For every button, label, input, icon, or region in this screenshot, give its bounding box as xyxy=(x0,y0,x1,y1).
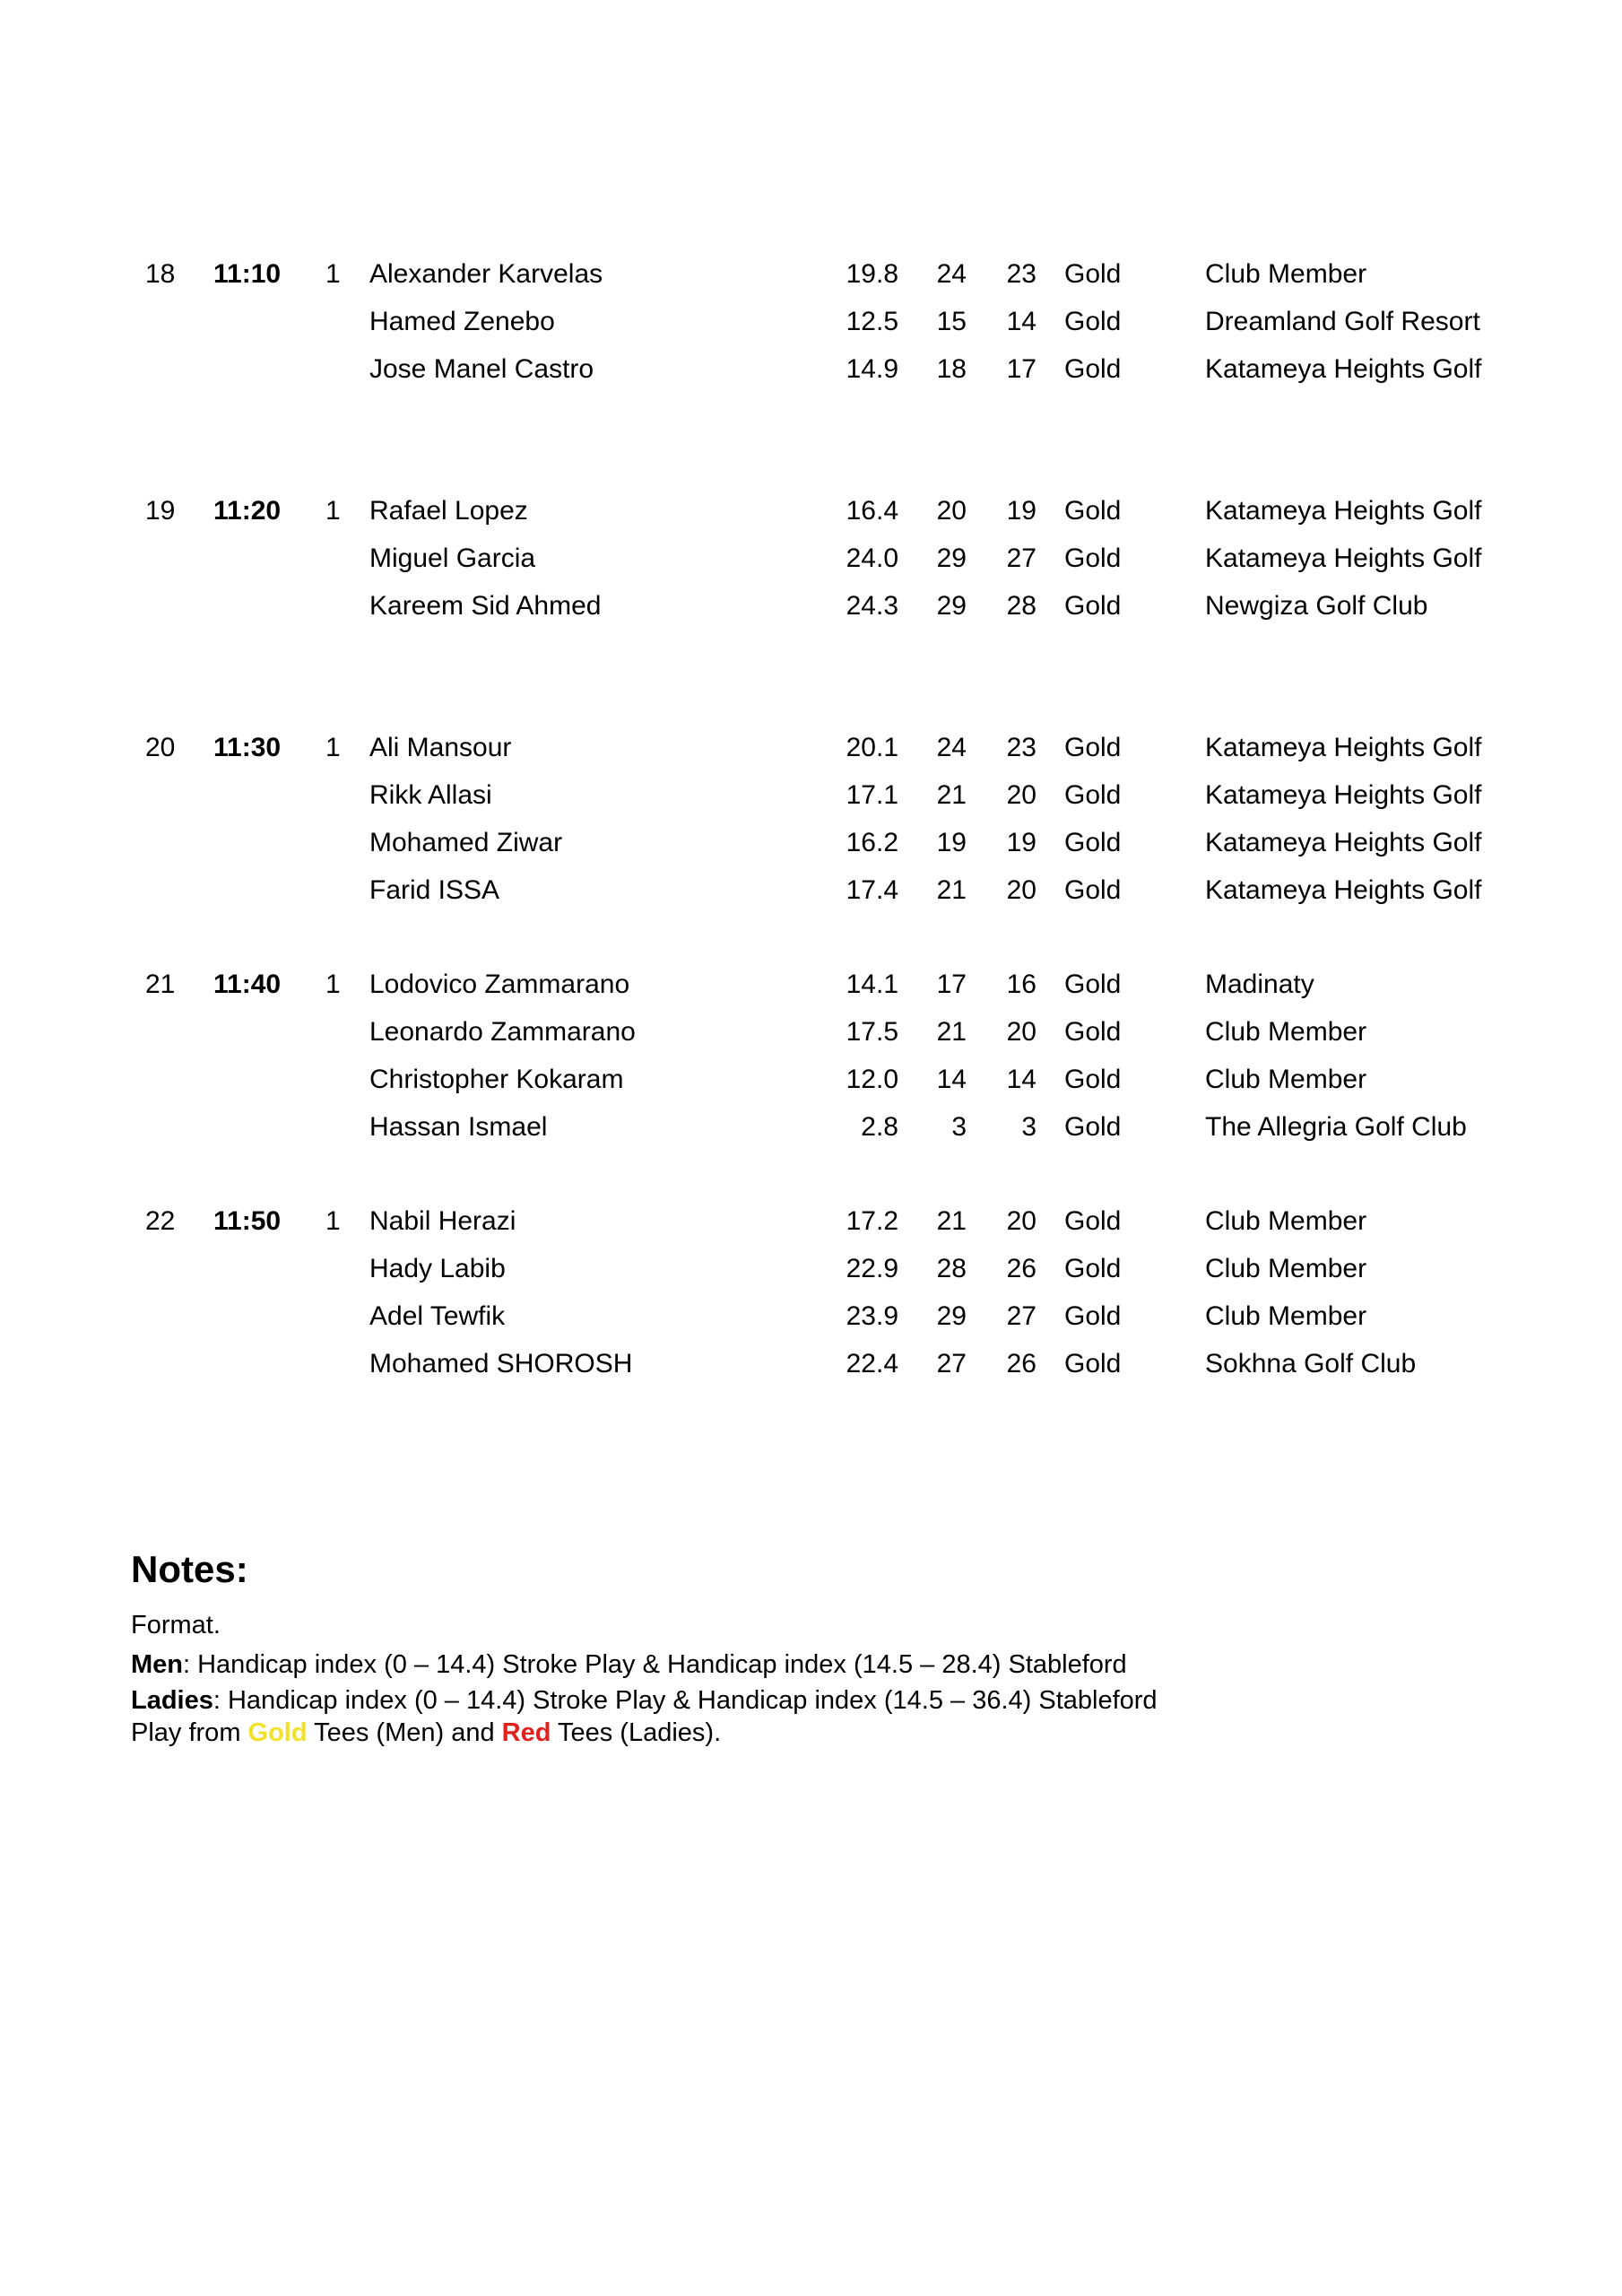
home-club: Sokhna Golf Club xyxy=(1205,1349,1417,1378)
handicap-index: 17.5 xyxy=(846,1017,898,1047)
course-handicap: 29 xyxy=(936,544,967,573)
course-handicap: 24 xyxy=(936,259,967,289)
playing-handicap: 20 xyxy=(1006,780,1037,810)
handicap-index: 14.1 xyxy=(846,970,898,999)
home-club: Club Member xyxy=(1205,259,1367,289)
player-row xyxy=(0,535,1622,582)
course-handicap: 27 xyxy=(936,1349,967,1378)
course-handicap: 15 xyxy=(936,307,967,336)
tee-group-22 xyxy=(0,1197,1622,1387)
playing-handicap: 23 xyxy=(1006,733,1037,762)
player-row xyxy=(0,1008,1622,1056)
course-handicap: 21 xyxy=(936,780,967,810)
player-row xyxy=(0,1340,1622,1387)
playing-handicap: 3 xyxy=(1021,1112,1037,1142)
handicap-index: 16.2 xyxy=(846,828,898,857)
player-name: Christopher Kokaram xyxy=(369,1065,624,1094)
group-number: 19 xyxy=(145,496,176,526)
course-handicap: 3 xyxy=(951,1112,967,1142)
tee-colour: Gold xyxy=(1064,496,1122,526)
playing-handicap: 14 xyxy=(1006,1065,1037,1094)
home-club: Katameya Heights Golf xyxy=(1205,496,1482,526)
tee-time: 11:50 xyxy=(213,1206,282,1236)
starting-tee: 1 xyxy=(325,970,341,999)
ladies-format-line xyxy=(131,1684,1476,1717)
player-row xyxy=(0,298,1622,345)
tee-colour: Gold xyxy=(1064,1254,1122,1283)
tee-group-19 xyxy=(0,487,1622,630)
player-row xyxy=(0,771,1622,819)
player-name: Adel Tewfik xyxy=(369,1301,506,1331)
tee-group-20 xyxy=(0,724,1622,914)
notes-heading: Notes: xyxy=(131,1548,248,1590)
home-club: Katameya Heights Golf xyxy=(1205,354,1482,384)
ladies-label: Ladies xyxy=(131,1686,213,1715)
player-row xyxy=(0,250,1622,298)
player-name: Hady Labib xyxy=(369,1254,506,1283)
player-name: Mohamed SHOROSH xyxy=(369,1349,633,1378)
tee-group-18 xyxy=(0,250,1622,393)
handicap-index: 23.9 xyxy=(846,1301,898,1331)
playing-handicap: 27 xyxy=(1006,1301,1037,1331)
tee-colour: Gold xyxy=(1064,1017,1122,1047)
handicap-index: 24.0 xyxy=(846,544,898,573)
player-row xyxy=(0,1245,1622,1292)
player-row xyxy=(0,345,1622,393)
player-name: Hassan Ismael xyxy=(369,1112,548,1142)
format-line: Format. xyxy=(131,1611,221,1639)
home-club: Club Member xyxy=(1205,1065,1367,1094)
player-name: Leonardo Zammarano xyxy=(369,1017,636,1047)
handicap-index: 17.1 xyxy=(846,780,898,810)
course-handicap: 17 xyxy=(936,970,967,999)
player-name: Lodovico Zammarano xyxy=(369,970,630,999)
course-handicap: 19 xyxy=(936,828,967,857)
player-name: Jose Manel Castro xyxy=(369,354,594,384)
course-handicap: 18 xyxy=(936,354,967,384)
player-row xyxy=(0,1103,1622,1151)
gold-tees-word: Gold xyxy=(247,1718,308,1747)
tee-colour: Gold xyxy=(1064,307,1122,336)
handicap-index: 16.4 xyxy=(846,496,898,526)
player-name: Farid ISSA xyxy=(369,875,500,905)
player-name: Mohamed Ziwar xyxy=(369,828,563,857)
playing-handicap: 28 xyxy=(1006,591,1037,621)
starting-tee: 1 xyxy=(325,733,341,762)
playing-handicap: 20 xyxy=(1006,875,1037,905)
tee-colour: Gold xyxy=(1064,259,1122,289)
playing-handicap: 19 xyxy=(1006,828,1037,857)
tees-line xyxy=(131,1717,1476,1749)
tee-colour: Gold xyxy=(1064,1349,1122,1378)
tee-time: 11:40 xyxy=(213,970,282,999)
tee-colour: Gold xyxy=(1064,1112,1122,1142)
tee-colour: Gold xyxy=(1064,733,1122,762)
player-name: Nabil Herazi xyxy=(369,1206,516,1236)
playing-handicap: 26 xyxy=(1006,1349,1037,1378)
player-row xyxy=(0,1056,1622,1103)
player-name: Hamed Zenebo xyxy=(369,307,555,336)
handicap-index: 22.4 xyxy=(846,1349,898,1378)
group-number: 18 xyxy=(145,259,176,289)
player-row xyxy=(0,961,1622,1008)
red-tees-word: Red xyxy=(501,1718,551,1747)
playing-handicap: 27 xyxy=(1006,544,1037,573)
course-handicap: 24 xyxy=(936,733,967,762)
player-name: Rafael Lopez xyxy=(369,496,528,526)
player-row xyxy=(0,1197,1622,1245)
tee-colour: Gold xyxy=(1064,1301,1122,1331)
tee-colour: Gold xyxy=(1064,780,1122,810)
home-club: Katameya Heights Golf xyxy=(1205,780,1482,810)
home-club: Club Member xyxy=(1205,1017,1367,1047)
home-club: Katameya Heights Golf xyxy=(1205,875,1482,905)
home-club: Club Member xyxy=(1205,1254,1367,1283)
handicap-index: 20.1 xyxy=(846,733,898,762)
player-name: Kareem Sid Ahmed xyxy=(369,591,602,621)
course-handicap: 20 xyxy=(936,496,967,526)
tee-colour: Gold xyxy=(1064,591,1122,621)
playing-handicap: 23 xyxy=(1006,259,1037,289)
player-row xyxy=(0,866,1622,914)
tee-colour: Gold xyxy=(1064,544,1122,573)
playing-handicap: 16 xyxy=(1006,970,1037,999)
handicap-index: 14.9 xyxy=(846,354,898,384)
player-name: Alexander Karvelas xyxy=(369,259,603,289)
course-handicap: 21 xyxy=(936,875,967,905)
tees-prefix: Play from xyxy=(131,1718,248,1747)
course-handicap: 29 xyxy=(936,591,967,621)
course-handicap: 14 xyxy=(936,1065,967,1094)
playing-handicap: 26 xyxy=(1006,1254,1037,1283)
starting-tee: 1 xyxy=(325,1206,341,1236)
handicap-index: 17.2 xyxy=(846,1206,898,1236)
player-row xyxy=(0,724,1622,771)
course-handicap: 29 xyxy=(936,1301,967,1331)
home-club: Dreamland Golf Resort xyxy=(1205,307,1480,336)
tee-time: 11:30 xyxy=(213,733,282,762)
starting-tee: 1 xyxy=(325,496,341,526)
handicap-index: 17.4 xyxy=(846,875,898,905)
player-name: Miguel Garcia xyxy=(369,544,536,573)
handicap-index: 19.8 xyxy=(846,259,898,289)
handicap-index: 12.0 xyxy=(846,1065,898,1094)
tees-suffix: Tees (Ladies). xyxy=(551,1718,722,1747)
handicap-index: 22.9 xyxy=(846,1254,898,1283)
group-number: 21 xyxy=(145,970,176,999)
group-number: 22 xyxy=(145,1206,176,1236)
playing-handicap: 17 xyxy=(1006,354,1037,384)
player-name: Ali Mansour xyxy=(369,733,512,762)
men-format-line xyxy=(131,1645,1476,1684)
player-row xyxy=(0,1292,1622,1340)
notes-section xyxy=(131,1543,1476,1749)
course-handicap: 28 xyxy=(936,1254,967,1283)
playing-handicap: 20 xyxy=(1006,1206,1037,1236)
player-name: Rikk Allasi xyxy=(369,780,492,810)
course-handicap: 21 xyxy=(936,1206,967,1236)
handicap-index: 12.5 xyxy=(846,307,898,336)
handicap-index: 24.3 xyxy=(846,591,898,621)
home-club: Katameya Heights Golf xyxy=(1205,544,1482,573)
tee-colour: Gold xyxy=(1064,875,1122,905)
player-row xyxy=(0,582,1622,630)
playing-handicap: 19 xyxy=(1006,496,1037,526)
tee-colour: Gold xyxy=(1064,354,1122,384)
tee-time: 11:10 xyxy=(213,259,282,289)
tee-group-21 xyxy=(0,961,1622,1151)
group-number: 20 xyxy=(145,733,176,762)
tee-colour: Gold xyxy=(1064,970,1122,999)
tees-middle: Tees (Men) and xyxy=(307,1718,502,1747)
handicap-index: 2.8 xyxy=(861,1112,898,1142)
starting-tee: 1 xyxy=(325,259,341,289)
course-handicap: 21 xyxy=(936,1017,967,1047)
player-row xyxy=(0,487,1622,535)
tee-time: 11:20 xyxy=(213,496,282,526)
home-club: Newgiza Golf Club xyxy=(1205,591,1428,621)
home-club: The Allegria Golf Club xyxy=(1205,1112,1467,1142)
home-club: Katameya Heights Golf xyxy=(1205,733,1482,762)
ladies-format-text: : Handicap index (0 – 14.4) Stroke Play & Handicap index (14.5 – 36.4) Stableford xyxy=(213,1686,1158,1715)
playing-handicap: 14 xyxy=(1006,307,1037,336)
home-club: Katameya Heights Golf xyxy=(1205,828,1482,857)
men-format-text: : Handicap index (0 – 14.4) Stroke Play & Handicap index (14.5 – 28.4) Stableford xyxy=(183,1650,1127,1679)
home-club: Club Member xyxy=(1205,1301,1367,1331)
tee-colour: Gold xyxy=(1064,1065,1122,1094)
men-label: Men xyxy=(131,1650,183,1679)
tee-colour: Gold xyxy=(1064,828,1122,857)
home-club: Club Member xyxy=(1205,1206,1367,1236)
player-row xyxy=(0,819,1622,866)
playing-handicap: 20 xyxy=(1006,1017,1037,1047)
home-club: Madinaty xyxy=(1205,970,1314,999)
tee-colour: Gold xyxy=(1064,1206,1122,1236)
